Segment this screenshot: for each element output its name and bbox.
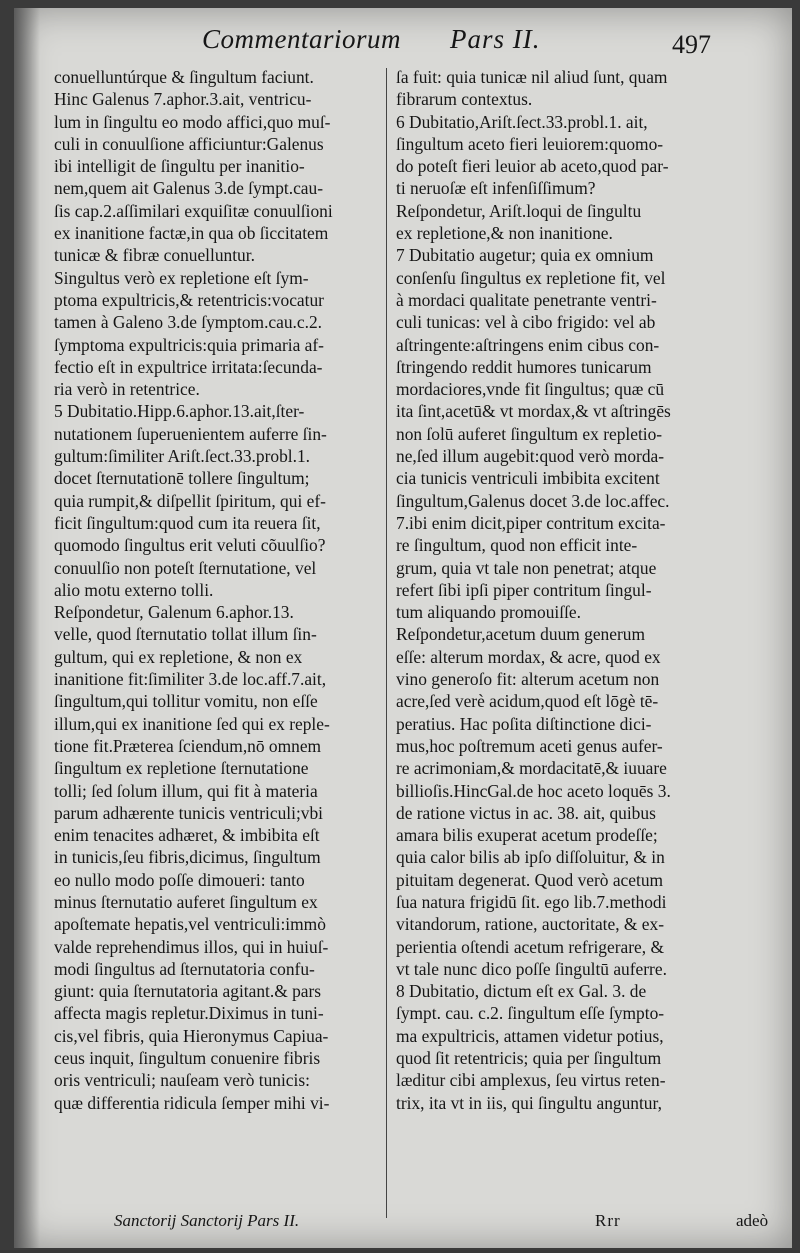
text-line: culi in conuulſione afficiuntur:Galenus (54, 133, 324, 154)
text-line: ſua natura frigidū ſit. ego lib.7.methodi (396, 891, 667, 912)
left-text-column (54, 66, 400, 1114)
book-page (14, 8, 792, 1248)
text-line: cia tunicis ventriculi imbibita excitent (396, 468, 660, 489)
text-line: valde reprehendimus illos, qui in huiuſ- (54, 936, 329, 957)
text-line: acre,ſed verè acidum,quod eſt lōgè tē- (396, 691, 659, 712)
text-line: trix, ita vt in iis, qui ſingultu anguntur, (396, 1092, 662, 1113)
text-line: aſtringente:aſtringens enim cibus con- (396, 334, 660, 355)
text-line: inanitione fit:ſimiliter 3.de loc.aff.7.ait, (54, 669, 327, 690)
text-line: ne,ſed illum augebit:quod verò morda- (396, 446, 665, 467)
text-line: nem,quem ait Galenus 3.de ſympt.cau- (54, 178, 323, 199)
text-line: docet ſternutationē tollere ſingultum; (54, 468, 310, 489)
text-line: nutationem ſuperuenientem auferre ſin- (54, 423, 327, 444)
text-line: ceus inquit, ſingultum conuenire fibris (54, 1048, 321, 1069)
text-line: ſymptoma expultricis:quia primaria af- (54, 334, 324, 355)
page-gutter-shadow (14, 8, 40, 1248)
text-line: tum aliquando promouiſſe. (396, 602, 581, 623)
text-line: quia rumpit,& diſpellit ſpiritum, qui ef- (54, 490, 326, 511)
text-line: de ratione victus in ac. 38. ait, quibus (396, 802, 656, 823)
text-line: tolli; ſed ſolum illum, qui fit à materia (54, 780, 318, 801)
footer-running-title: Sanctorij Sanctorij Pars II. (114, 1211, 300, 1230)
text-line: ibi intelligit de ſingultu per inanitio- (54, 156, 305, 177)
text-line: non ſolū auferet ſingultum ex repletio- (396, 423, 663, 444)
text-line: amara bilis exuperat acetum prodeſſe; (396, 825, 658, 846)
text-line: vt tale nunc dico poſſe ſingultū auferre. (396, 958, 667, 979)
text-line: ita ſint,acetū& vt mordax,& vt aſtringēs (396, 401, 671, 422)
text-line: Reſpondetur, Ariſt.loqui de ſingultu (396, 200, 642, 221)
text-line: conſenſu ſingultus ex repletione fit, vel (396, 267, 666, 288)
text-line: ti neruoſæ eſt infenſiſſimum? (396, 178, 596, 199)
text-line: læditur cibi amplexus, ſeu virtus reten- (396, 1070, 666, 1091)
text-line: ma expultricis, attamen videtur potius, (396, 1025, 664, 1046)
text-line: re ſingultum, quod non efficit inte- (396, 535, 638, 556)
text-line: à mordaci qualitate penetrante ventri- (396, 289, 657, 310)
text-line: re acrimoniam,& mordacitatē,& iuuare (396, 758, 667, 779)
running-head-title: Commentariorum (202, 24, 402, 54)
text-line: ſingultum,qui tollitur vomitu, non eſſe (54, 691, 318, 712)
text-line: ficit ſingultum:quod cum ita reuera ſit, (54, 512, 321, 533)
text-line: parum adhærente tunicis ventriculi;vbi (54, 802, 324, 823)
page-number: 497 (672, 30, 711, 59)
text-line: alio motu externo tolli. (54, 579, 214, 600)
text-line: vitandorum, ratione, auctoritate, & ex- (396, 914, 665, 935)
text-line: refert ſibi ipſi piper contritum ſingul- (396, 579, 652, 600)
text-line: Reſpondetur,acetum duum generum (396, 624, 645, 645)
text-line: quod ſit retentricis; quia per ſingultum (396, 1048, 662, 1069)
text-line: quomodo ſingultus erit veluti cõuulſio? (54, 535, 326, 556)
text-line: oris ventriculi; nauſeam verò tunicis: (54, 1070, 310, 1091)
text-line: quæ differentia ridicula ſemper mihi vi- (54, 1092, 330, 1113)
text-line: ptoma expultricis,& retentricis:vocatur (54, 289, 324, 310)
text-line: do poteſt fieri leuior ab aceto,quod par- (396, 156, 669, 177)
text-line: apoſtemate hepatis,vel ventriculi:immò (54, 914, 326, 935)
text-line: 5 Dubitatio.Hipp.6.aphor.13.ait,ſter- (54, 401, 305, 422)
running-head-part: Pars II. (450, 24, 541, 54)
text-line: gultum:ſimiliter Ariſt.ſect.33.probl.1. (54, 446, 311, 467)
text-line: gultum, qui ex repletione, & non ex (54, 646, 303, 667)
text-line: enim tenacites adhæret, & imbibita eſt (54, 825, 320, 846)
text-line: ſis cap.2.aſſimilari exquiſitæ conuulſioni (54, 200, 333, 221)
text-line: 7 Dubitatio augetur; quia ex omnium (396, 245, 654, 266)
text-line: lum in ſingultu eo modo affici,quo muſ- (54, 111, 331, 132)
text-line: in tunicis,ſeu fibris,dicimus, ſingultum (54, 847, 321, 868)
text-line: 7.ibi enim dicit,piper contritum excita- (396, 512, 666, 533)
text-line: quia calor bilis ab ipſo diſſoluitur, & in (396, 847, 665, 868)
text-line: Hinc Galenus 7.aphor.3.ait, ventricu- (54, 89, 312, 110)
text-line: fibrarum contextus. (396, 89, 533, 110)
text-line: ria verò in retentrice. (54, 379, 200, 400)
text-line: Reſpondetur, Galenum 6.aphor.13. (54, 602, 294, 623)
text-line: fectio eſt in expultrice irritata:ſecunda- (54, 356, 323, 377)
text-line: mus,hoc poſtremum aceti genus aufer- (396, 735, 663, 756)
text-line: eſſe: alterum mordax, & acre, quod ex (396, 646, 661, 667)
text-line: culi tunicas: vel à cibo frigido: vel ab (396, 312, 656, 333)
text-line: conuulſio non poteſt ſternutatione, vel (54, 557, 317, 578)
text-line: peratius. Hac poſita diſtinctione dici- (396, 713, 652, 734)
catchword: adeò (736, 1211, 769, 1230)
text-line: conuelluntúrque & ſingultum faciunt. (54, 67, 314, 87)
text-line: ſingultum,Galenus docet 3.de loc.affec. (396, 490, 670, 511)
text-line: tione fit.Præterea ſciendum,nō omnem (54, 735, 322, 756)
text-line: giunt: quia ſternutatoria agitant.& pars (54, 981, 322, 1002)
text-line: tunicæ & fibræ conuelluntur. (54, 245, 255, 266)
column-divider (386, 68, 387, 1218)
text-line: ex inanitione factæ,in qua ob ſiccitatem (54, 223, 329, 244)
text-line: Singultus verò ex repletione eſt ſym- (54, 267, 309, 288)
text-line: billioſis.HincGal.de hoc aceto loquēs 3. (396, 780, 671, 801)
text-line: mordaciores,vnde fit ſingultus; quæ cū (396, 379, 665, 400)
text-line: grum, quia vt tale non penetrat; atque (396, 557, 657, 578)
text-line: velle, quod ſternutatio tollat illum ſin- (54, 624, 317, 645)
text-line: tamen à Galeno 3.de ſymptom.cau.c.2. (54, 312, 323, 333)
text-line: ſtringendo reddit humores tunicarum (396, 356, 652, 377)
text-line: ſympt. cau. c.2. ſingultum eſſe ſympto- (396, 1003, 665, 1024)
text-line: eo nullo modo poſſe dimoueri: tanto (54, 869, 305, 890)
text-line: modi ſingultus ad ſternutatoria confu- (54, 958, 315, 979)
text-line: ex repletione,& non inanitione. (396, 223, 613, 244)
right-text-column (396, 66, 786, 1114)
text-line: vino generoſo fit: alterum acetum non (396, 669, 660, 690)
text-line: ſa fuit: quia tunicæ nil aliud ſunt, quam (396, 67, 668, 87)
text-line: 8 Dubitatio, dictum eſt ex Gal. 3. de (396, 981, 647, 1002)
signature-mark: Rrr (595, 1211, 621, 1230)
text-line: perientia oſtendi acetum refrigerare, & (396, 936, 664, 957)
text-line: ſingultum ex repletione ſternutatione (54, 758, 309, 779)
text-line: ſingultum aceto fieri leuiorem:quomo- (396, 133, 664, 154)
text-line: affecta magis repletur.Diximus in tuni- (54, 1003, 324, 1024)
text-line: illum,qui ex inanitione ſed qui ex reple- (54, 713, 330, 734)
text-line: pituitam degenerat. Quod verò acetum (396, 869, 664, 890)
text-line: cis,vel fibris, quia Hieronymus Capiua- (54, 1025, 329, 1046)
text-line: 6 Dubitatio,Ariſt.ſect.33.probl.1. ait, (396, 111, 648, 132)
text-line: minus ſternutatio auferet ſingultum ex (54, 891, 318, 912)
